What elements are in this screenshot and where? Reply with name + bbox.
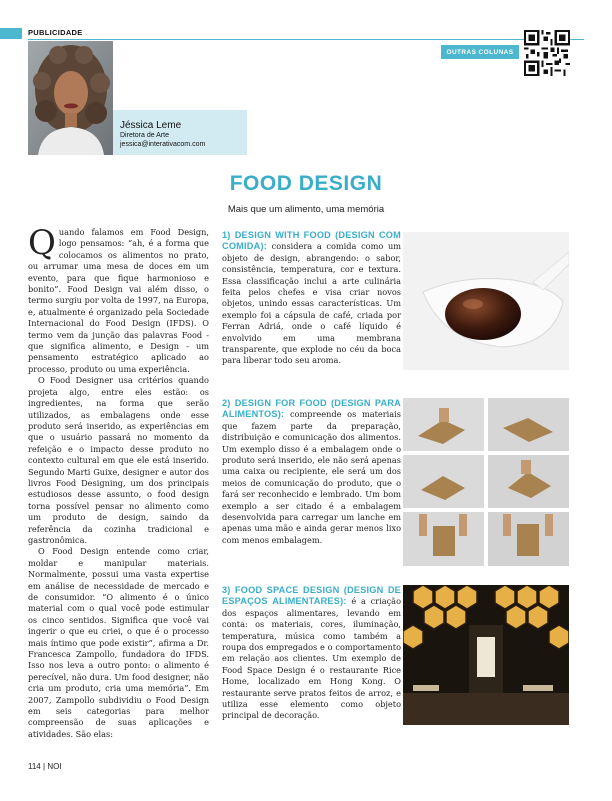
- magazine-name: NOI: [47, 762, 62, 771]
- publicidade-bar: [0, 28, 22, 39]
- section-food-space-design: [222, 585, 401, 722]
- article-subtitle: Mais que um alimento, uma memória: [227, 204, 385, 215]
- section-design-with-food: [222, 230, 401, 367]
- section-label: PUBLICIDADE: [28, 28, 83, 37]
- restaurant-interior-image: [403, 585, 569, 725]
- section-heading: 2) DESIGN FOR FOOD (DESIGN PARA ALIMENTOS):: [222, 398, 401, 420]
- section-heading: 3) FOOD SPACE DESIGN (DESIGN DE ESPAÇOS ALIMENTARES):: [222, 585, 401, 607]
- footer-separator: |: [43, 762, 48, 771]
- header-divider: [28, 39, 584, 40]
- author-name: Jéssica Leme: [120, 120, 182, 131]
- section-text: compreende os materiais que fazem parte da preparação, distribuição e comunicação dos alimentos. Um exemplo disso é a embalagem onde o produto será inserido, ele não será apenas uma caixa ou recipiente, ele será um dos meios de comunicação do produto, que o fará ser reconhecido e lembrado. Um bom exemplo a ser citado é a embalagem desenvolvida para carregar um lanche em apenas uma mão e ainda gerar menos lixo com menos embalagem.: [222, 409, 401, 545]
- intro-paragraph-3: O Food Design entende como criar, moldar e manipular materiais. Normalmente, possui uma vasta expertise em análise de necessidade de mercado e de consumidor. “O alimento é o único material com o qual você pode estimular os cinco sentidos. Significa que você vai ingerir o que eu criei, o que é o processo mais íntimo que pode existir”, afirma a Dr. Francesca Zampollo, fundadora do IFDS. Isso nos leva a outro ponto: o alimento é perecível, não dura. Um food designer, não cria um produto, cria uma memória”. Em 2007, Zampollo subdividiu o Food Design em seis categorias para melhor compreensão de suas aplicações e atividades. São elas:: [28, 546, 209, 739]
- page-footer: [28, 762, 62, 771]
- section-text: é a criação dos espaços alimentares, levando em conta: os materiais, cores, iluminação, temperatura, música como também a roupa dos empregados e o comportamento em relação aos clientes. Um exemplo de Food Space Design é o restaurante Rice Home, localizado em Hong Kong. O restaurante serve pratos feitos de arroz, e utiliza esse elemento como objeto principal de decoração.: [222, 596, 401, 721]
- section-heading: 1) DESIGN WITH FOOD (DESIGN COM COMIDA):: [222, 230, 401, 252]
- article-title: FOOD DESIGN: [229, 172, 383, 195]
- food-packaging-image: [403, 398, 569, 566]
- article-intro-column: [28, 223, 209, 740]
- page-number: 114: [28, 762, 41, 771]
- author-photo: [28, 41, 113, 155]
- section-design-for-food: [222, 398, 401, 546]
- coffee-capsule-image: [403, 232, 569, 370]
- section-text: considera a comida como um objeto de design, abrangendo: o sabor, consistência, temperatura, cor e textura. Essa classificação inclui a arte culinária feita pelos chefes e visa criar novos objetos, unindo essas características. Um exemplo foi a cápsula de café, criada por Ferran Adriá, onde o café líquido é envolvido em uma membrana transparente, que explode no céu da boca para liberar todo seu aroma.: [222, 241, 401, 366]
- drop-cap: Q: [28, 223, 56, 263]
- author-role: Diretora de Arte: [120, 132, 170, 139]
- intro-paragraph-2: O Food Designer usa critérios quando projeta algo, entre eles estão: os ingredientes, na forma que serão utilizados, as embalagens onde esse produto será inserido, as experiências em que o usuário passará no momento da refeição e o impacto desse produto no contexto cultural em que ele está inserido. Segundo Marti Guixe, designer e autor dos livros Food Designing, um dos principais estudiosos desse assunto, o food design torna possível pensar no alimento como um produto de design, saindo da referência da cozinha tradicional e gastronômica.: [28, 375, 209, 545]
- qr-code-icon[interactable]: [524, 30, 570, 76]
- intro-paragraph-1: Quando falamos em Food Design, logo pensamos: “ah, é a forma que colocamos os alimentos no prato, ou arrumar uma mesa de doces em um evento, para que fique harmonioso e bonito”. Food Design vai além disso, o termo surgiu por volta de 1997, na Europa, e, atualmente é organizado pela Sociedade Internacional do Food Design (IFDS). O termo vem da junção das palavras Food - que significa alimento, e Design - um pensamento estratégico aplicado ao processo, produto ou uma experiência.: [28, 223, 209, 374]
- other-columns-button[interactable]: OUTRAS COLUNAS: [441, 45, 519, 59]
- author-email[interactable]: jessica@interativacom.com: [120, 141, 206, 148]
